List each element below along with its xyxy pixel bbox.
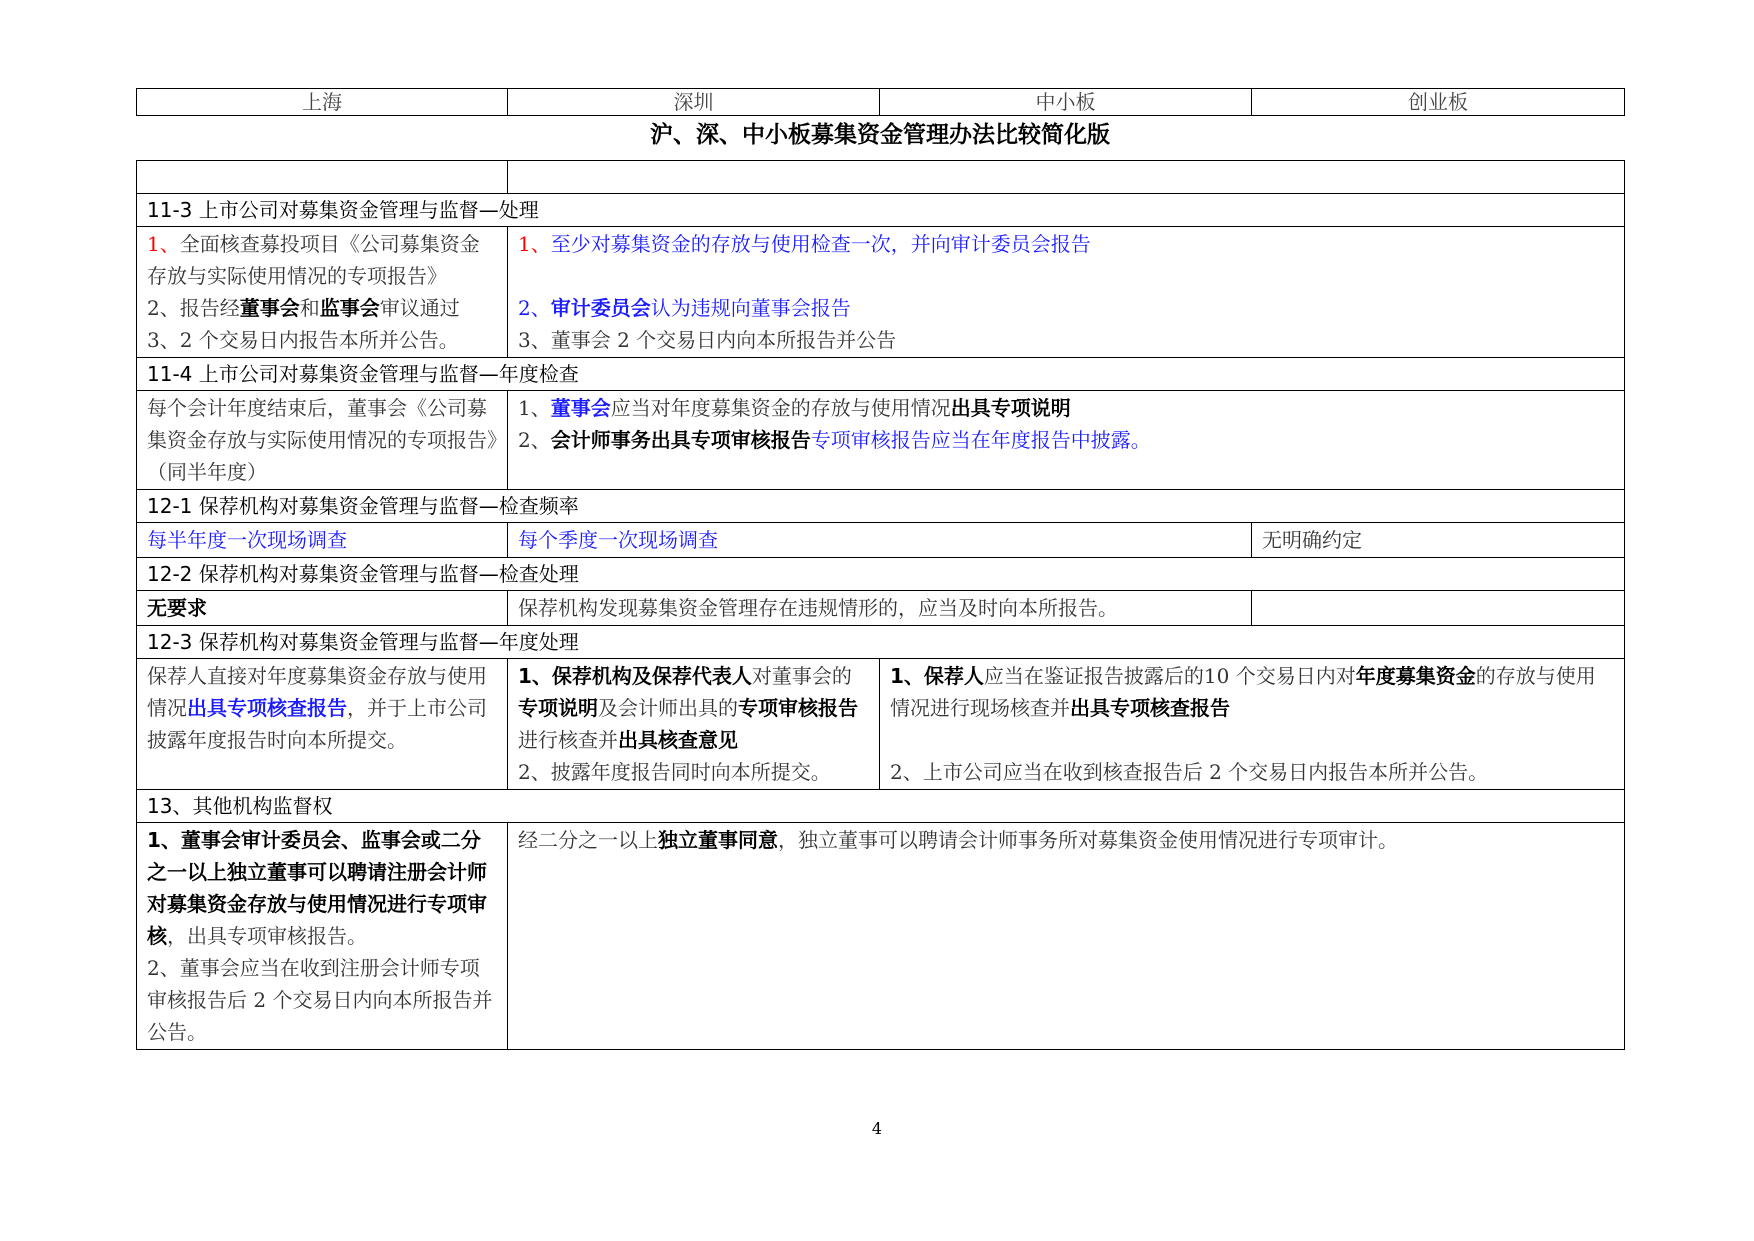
section-13-row (137, 822, 1625, 1049)
document-title: 沪、深、中小板募集资金管理办法比较简化版 (650, 122, 1110, 148)
chinext-cell: 无明确约定 (1252, 523, 1625, 558)
shanghai-cell: 1、全面核查募投项目《公司募集资金存放与实际使用情况的专项报告》 2、报告经董事会和监事会审议通过 3、2 个交易日内报告本所并公告。 (137, 227, 508, 358)
shanghai-cell: 每半年度一次现场调查 (137, 523, 508, 558)
shenzhen-cell: 每个季度一次现场调查 (508, 523, 1252, 558)
shenzhen-cell: 1、保荐机构及保荐代表人对董事会的专项说明及会计师出具的专项审核报告进行核查并出具核查意见 2、披露年度报告同时向本所提交。 (508, 658, 880, 789)
shanghai-cell: 保荐人直接对年度募集资金存放与使用情况出具专项核查报告，并于上市公司披露年度报告时向本所提交。 (137, 658, 508, 789)
section-title: 12-3 保荐机构对募集资金管理与监督—年度处理 (137, 625, 1625, 658)
header-chinext: 创业板 (1252, 89, 1625, 116)
shanghai-cell: 每个会计年度结束后，董事会《公司募集资金存放与实际使用情况的专项报告》（同半年度） (137, 391, 508, 490)
comparison-table (136, 160, 1625, 626)
section-12-3-row (137, 658, 1625, 789)
section-title: 11-4 上市公司对募集资金管理与监督—年度检查 (137, 358, 1625, 391)
section-12-2-row (137, 591, 1625, 626)
header-shanghai: 上海 (137, 89, 508, 116)
section-12-3-header (137, 625, 1625, 658)
section-title: 11-3 上市公司对募集资金管理与监督—处理 (137, 194, 1625, 227)
page-number: 4 (871, 1119, 883, 1138)
section-title: 13、其他机构监督权 (137, 789, 1625, 822)
shenzhen-cell: 经二分之一以上独立董事同意，独立董事可以聘请会计师事务所对募集资金使用情况进行专项审计。 (508, 822, 1625, 1049)
blank-row (137, 161, 1625, 194)
shenzhen-cell: 1、董事会应当对年度募集资金的存放与使用情况出具专项说明 2、会计师事务出具专项审核报告专项审核报告应当在年度报告中披露。 (508, 391, 1625, 490)
section-title: 12-1 保荐机构对募集资金管理与监督—检查频率 (137, 490, 1625, 523)
comparison-table-lower (136, 625, 1625, 1050)
section-11-3-row (137, 227, 1625, 358)
document-page (136, 88, 1624, 1050)
shanghai-cell: 1、董事会审计委员会、监事会或二分之一以上独立董事可以聘请注册会计师对募集资金存放与使用情况进行专项审核，出具专项审核报告。 2、董事会应当在收到注册会计师专项审核报告后 2 个交易日内向本所报告并公告。 (137, 822, 508, 1049)
section-11-4-row (137, 391, 1625, 490)
shanghai-cell: 无要求 (137, 591, 508, 626)
header-table (136, 88, 1625, 116)
section-title: 12-2 保荐机构对募集资金管理与监督—检查处理 (137, 558, 1625, 591)
header-shenzhen: 深圳 (508, 89, 880, 116)
sme-board-cell: 1、保荐人应当在鉴证报告披露后的10 个交易日内对年度募集资金的存放与使用情况进行现场核查并出具专项核查报告 2、上市公司应当在收到核查报告后 2 个交易日内报告本所并公告。 (880, 658, 1625, 789)
section-12-1-row (137, 523, 1625, 558)
section-11-3-header (137, 194, 1625, 227)
section-13-header (137, 789, 1625, 822)
shenzhen-cell: 保荐机构发现募集资金管理存在违规情形的，应当及时向本所报告。 (508, 591, 1252, 626)
section-11-4-header (137, 358, 1625, 391)
section-12-1-header (137, 490, 1625, 523)
shenzhen-cell: 1、至少对募集资金的存放与使用检查一次，并向审计委员会报告 2、审计委员会认为违规向董事会报告 3、董事会 2 个交易日内向本所报告并公告 (508, 227, 1625, 358)
header-sme-board: 中小板 (880, 89, 1252, 116)
section-12-2-header (137, 558, 1625, 591)
chinext-cell (1252, 591, 1625, 626)
